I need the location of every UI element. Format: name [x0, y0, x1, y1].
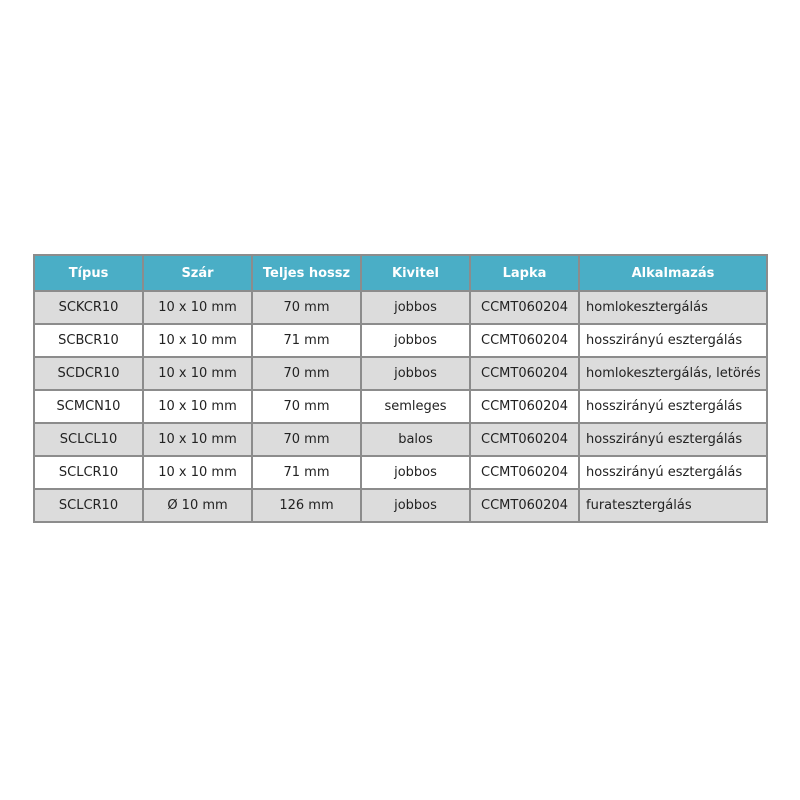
cell-alkalmazas: hosszirányú esztergálás [579, 456, 767, 489]
cell-teljes-hossz: 70 mm [252, 423, 361, 456]
cell-tipus: SCBCR10 [34, 324, 143, 357]
cell-tipus: SCMCN10 [34, 390, 143, 423]
cell-tipus: SCLCL10 [34, 423, 143, 456]
header-lapka: Lapka [470, 255, 579, 291]
cell-kivitel: jobbos [361, 324, 470, 357]
cell-kivitel: jobbos [361, 357, 470, 390]
cell-alkalmazas: hosszirányú esztergálás [579, 390, 767, 423]
cell-szar: 10 x 10 mm [143, 390, 252, 423]
cell-teljes-hossz: 70 mm [252, 291, 361, 324]
cell-lapka: CCMT060204 [470, 489, 579, 522]
header-teljes-hossz: Teljes hossz [252, 255, 361, 291]
cell-szar: 10 x 10 mm [143, 324, 252, 357]
table-row [34, 324, 767, 357]
spec-table [33, 254, 768, 523]
cell-lapka: CCMT060204 [470, 456, 579, 489]
cell-lapka: CCMT060204 [470, 390, 579, 423]
cell-tipus: SCLCR10 [34, 456, 143, 489]
header-tipus: Típus [34, 255, 143, 291]
cell-szar: 10 x 10 mm [143, 357, 252, 390]
cell-lapka: CCMT060204 [470, 357, 579, 390]
cell-alkalmazas: hosszirányú esztergálás [579, 423, 767, 456]
table-row [34, 390, 767, 423]
cell-tipus: SCDCR10 [34, 357, 143, 390]
cell-szar: 10 x 10 mm [143, 423, 252, 456]
cell-tipus: SCKCR10 [34, 291, 143, 324]
cell-lapka: CCMT060204 [470, 324, 579, 357]
cell-teljes-hossz: 70 mm [252, 357, 361, 390]
cell-tipus: SCLCR10 [34, 489, 143, 522]
header-alkalmazas: Alkalmazás [579, 255, 767, 291]
table-row [34, 423, 767, 456]
cell-lapka: CCMT060204 [470, 423, 579, 456]
cell-szar: Ø 10 mm [143, 489, 252, 522]
cell-szar: 10 x 10 mm [143, 456, 252, 489]
header-szar: Szár [143, 255, 252, 291]
table-row [34, 456, 767, 489]
cell-alkalmazas: homlokesztergálás, letörés [579, 357, 767, 390]
spec-table-container [33, 254, 768, 523]
cell-teljes-hossz: 71 mm [252, 324, 361, 357]
cell-teljes-hossz: 70 mm [252, 390, 361, 423]
cell-teljes-hossz: 126 mm [252, 489, 361, 522]
cell-alkalmazas: furatesztergálás [579, 489, 767, 522]
table-row [34, 357, 767, 390]
cell-kivitel: jobbos [361, 489, 470, 522]
cell-kivitel: balos [361, 423, 470, 456]
cell-alkalmazas: hosszirányú esztergálás [579, 324, 767, 357]
cell-kivitel: jobbos [361, 291, 470, 324]
cell-alkalmazas: homlokesztergálás [579, 291, 767, 324]
cell-lapka: CCMT060204 [470, 291, 579, 324]
cell-kivitel: jobbos [361, 456, 470, 489]
cell-szar: 10 x 10 mm [143, 291, 252, 324]
header-kivitel: Kivitel [361, 255, 470, 291]
table-row [34, 291, 767, 324]
cell-kivitel: semleges [361, 390, 470, 423]
cell-teljes-hossz: 71 mm [252, 456, 361, 489]
table-header-row [34, 255, 767, 291]
table-row [34, 489, 767, 522]
